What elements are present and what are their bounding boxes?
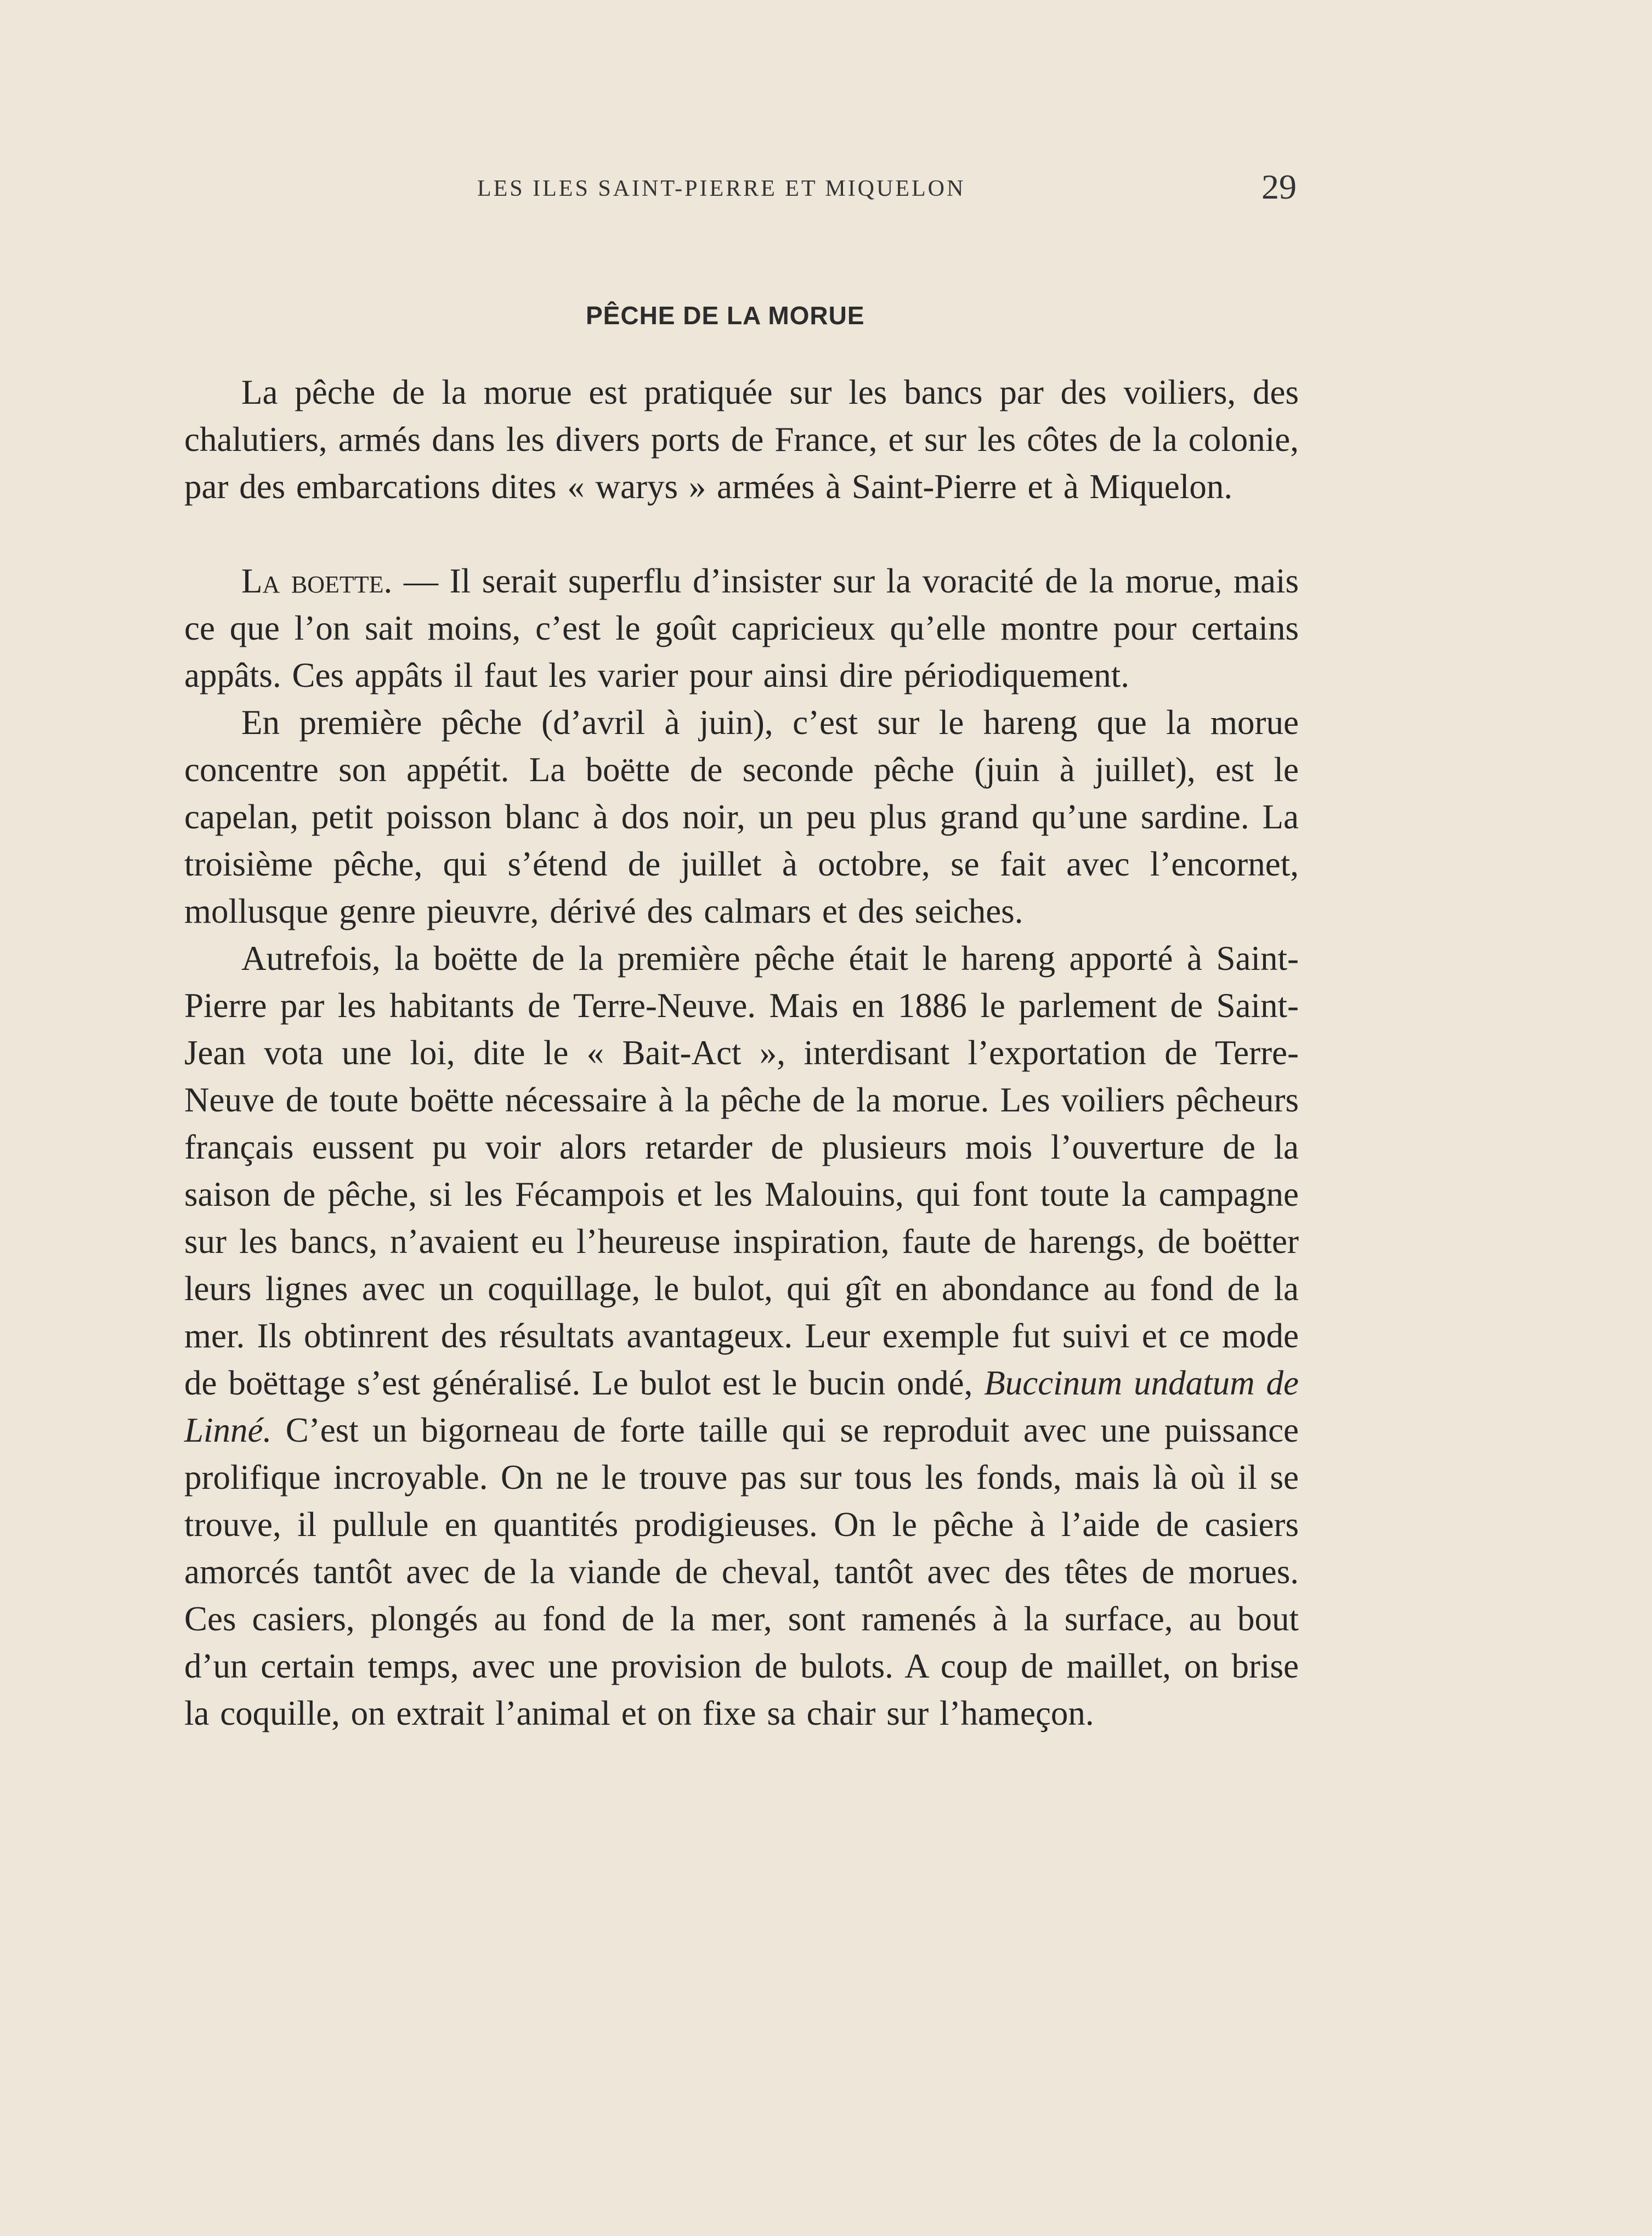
paragraph-bulot-text-a: Autrefois, la boëtte de la première pêche était le hareng apporté à Saint-Pierre par les habitants de Terre-Neuve. Mais en 1886 le parlement de Saint-Jean vota une loi, dite le « Bait-Act », interdisant l’exportation de Terre-Neuve de toute boëtte nécessaire à la pêche de la morue. Les voiliers pêcheurs français eussent pu voir alors retarder de plusieurs mois l’ouverture de la saison de pêche, si les Fécampois et les Malouins, qui font toute la campagne sur les bancs, n’avaient eu l’heureuse inspiration, faute de harengs, de boëtter leurs lignes avec un coquillage, le bulot, qui gît en abondance au fond de la mer. Ils obtinrent des résultats avantageux. Leur exemple fut suivi et ce mode de boëttage s’est généralisé. Le bulot est le bucin ondé, <box>184 939 1299 1402</box>
paragraph-bulot-text-b: C’est un bigorneau de forte taille qui se reproduit avec une puissance prolifique incroyable. On ne le trouve pas sur tous les fonds, mais là où il se trouve, il pullule en quantités prodigieuses. On le pêche à l’aide de casiers amorcés tantôt avec de la viande de cheval, tantôt avec des têtes de morues. Ces casiers, plongés au fond de la mer, sont ramenés à la surface, au bout d’un certain temps, avec une provision de bulots. A coup de maillet, on brise la coquille, on extrait l’animal et on fixe sa chair sur l’hameçon. <box>184 1411 1299 1732</box>
body-text <box>184 369 1299 1737</box>
page-number: 29 <box>1261 167 1297 206</box>
running-head: LES ILES SAINT-PIERRE ET MIQUELON <box>477 176 966 201</box>
paragraph-bulot <box>184 935 1299 1737</box>
species-name: Buccinum undatum de Linné. <box>184 1364 1299 1449</box>
paragraph-intro: La pêche de la morue est pratiquée sur les bancs par des voiliers, des chalutiers, armés dans les divers ports de France, et sur les côtes de la colonie, par des embarcations dites « warys » armées à Saint-Pierre et à Miquelon. <box>184 373 1299 506</box>
paragraph-seasons: En première pêche (d’avril à juin), c’est sur le hareng que la morue concentre son appétit. La boëtte de seconde pêche (juin à juillet), est le capelan, petit poisson blanc à dos noir, un peu plus grand qu’une sardine. La troisième pêche, qui s’étend de juillet à octobre, se fait avec l’encornet, mollusque genre pieuvre, dérivé des calmars et des seiches. <box>184 703 1299 930</box>
section-title: PÊCHE DE LA MORUE <box>586 301 865 330</box>
run-in-heading: La boette. <box>241 562 393 600</box>
paragraph-boette <box>184 557 1299 699</box>
paragraph-boette-text: — Il serait superflu d’insister sur la voracité de la morue, mais ce que l’on sait moins, c’est le goût capricieux qu’elle montre pour certains appâts. Ces appâts il faut les varier pour ainsi dire périodiquement. <box>184 562 1299 694</box>
